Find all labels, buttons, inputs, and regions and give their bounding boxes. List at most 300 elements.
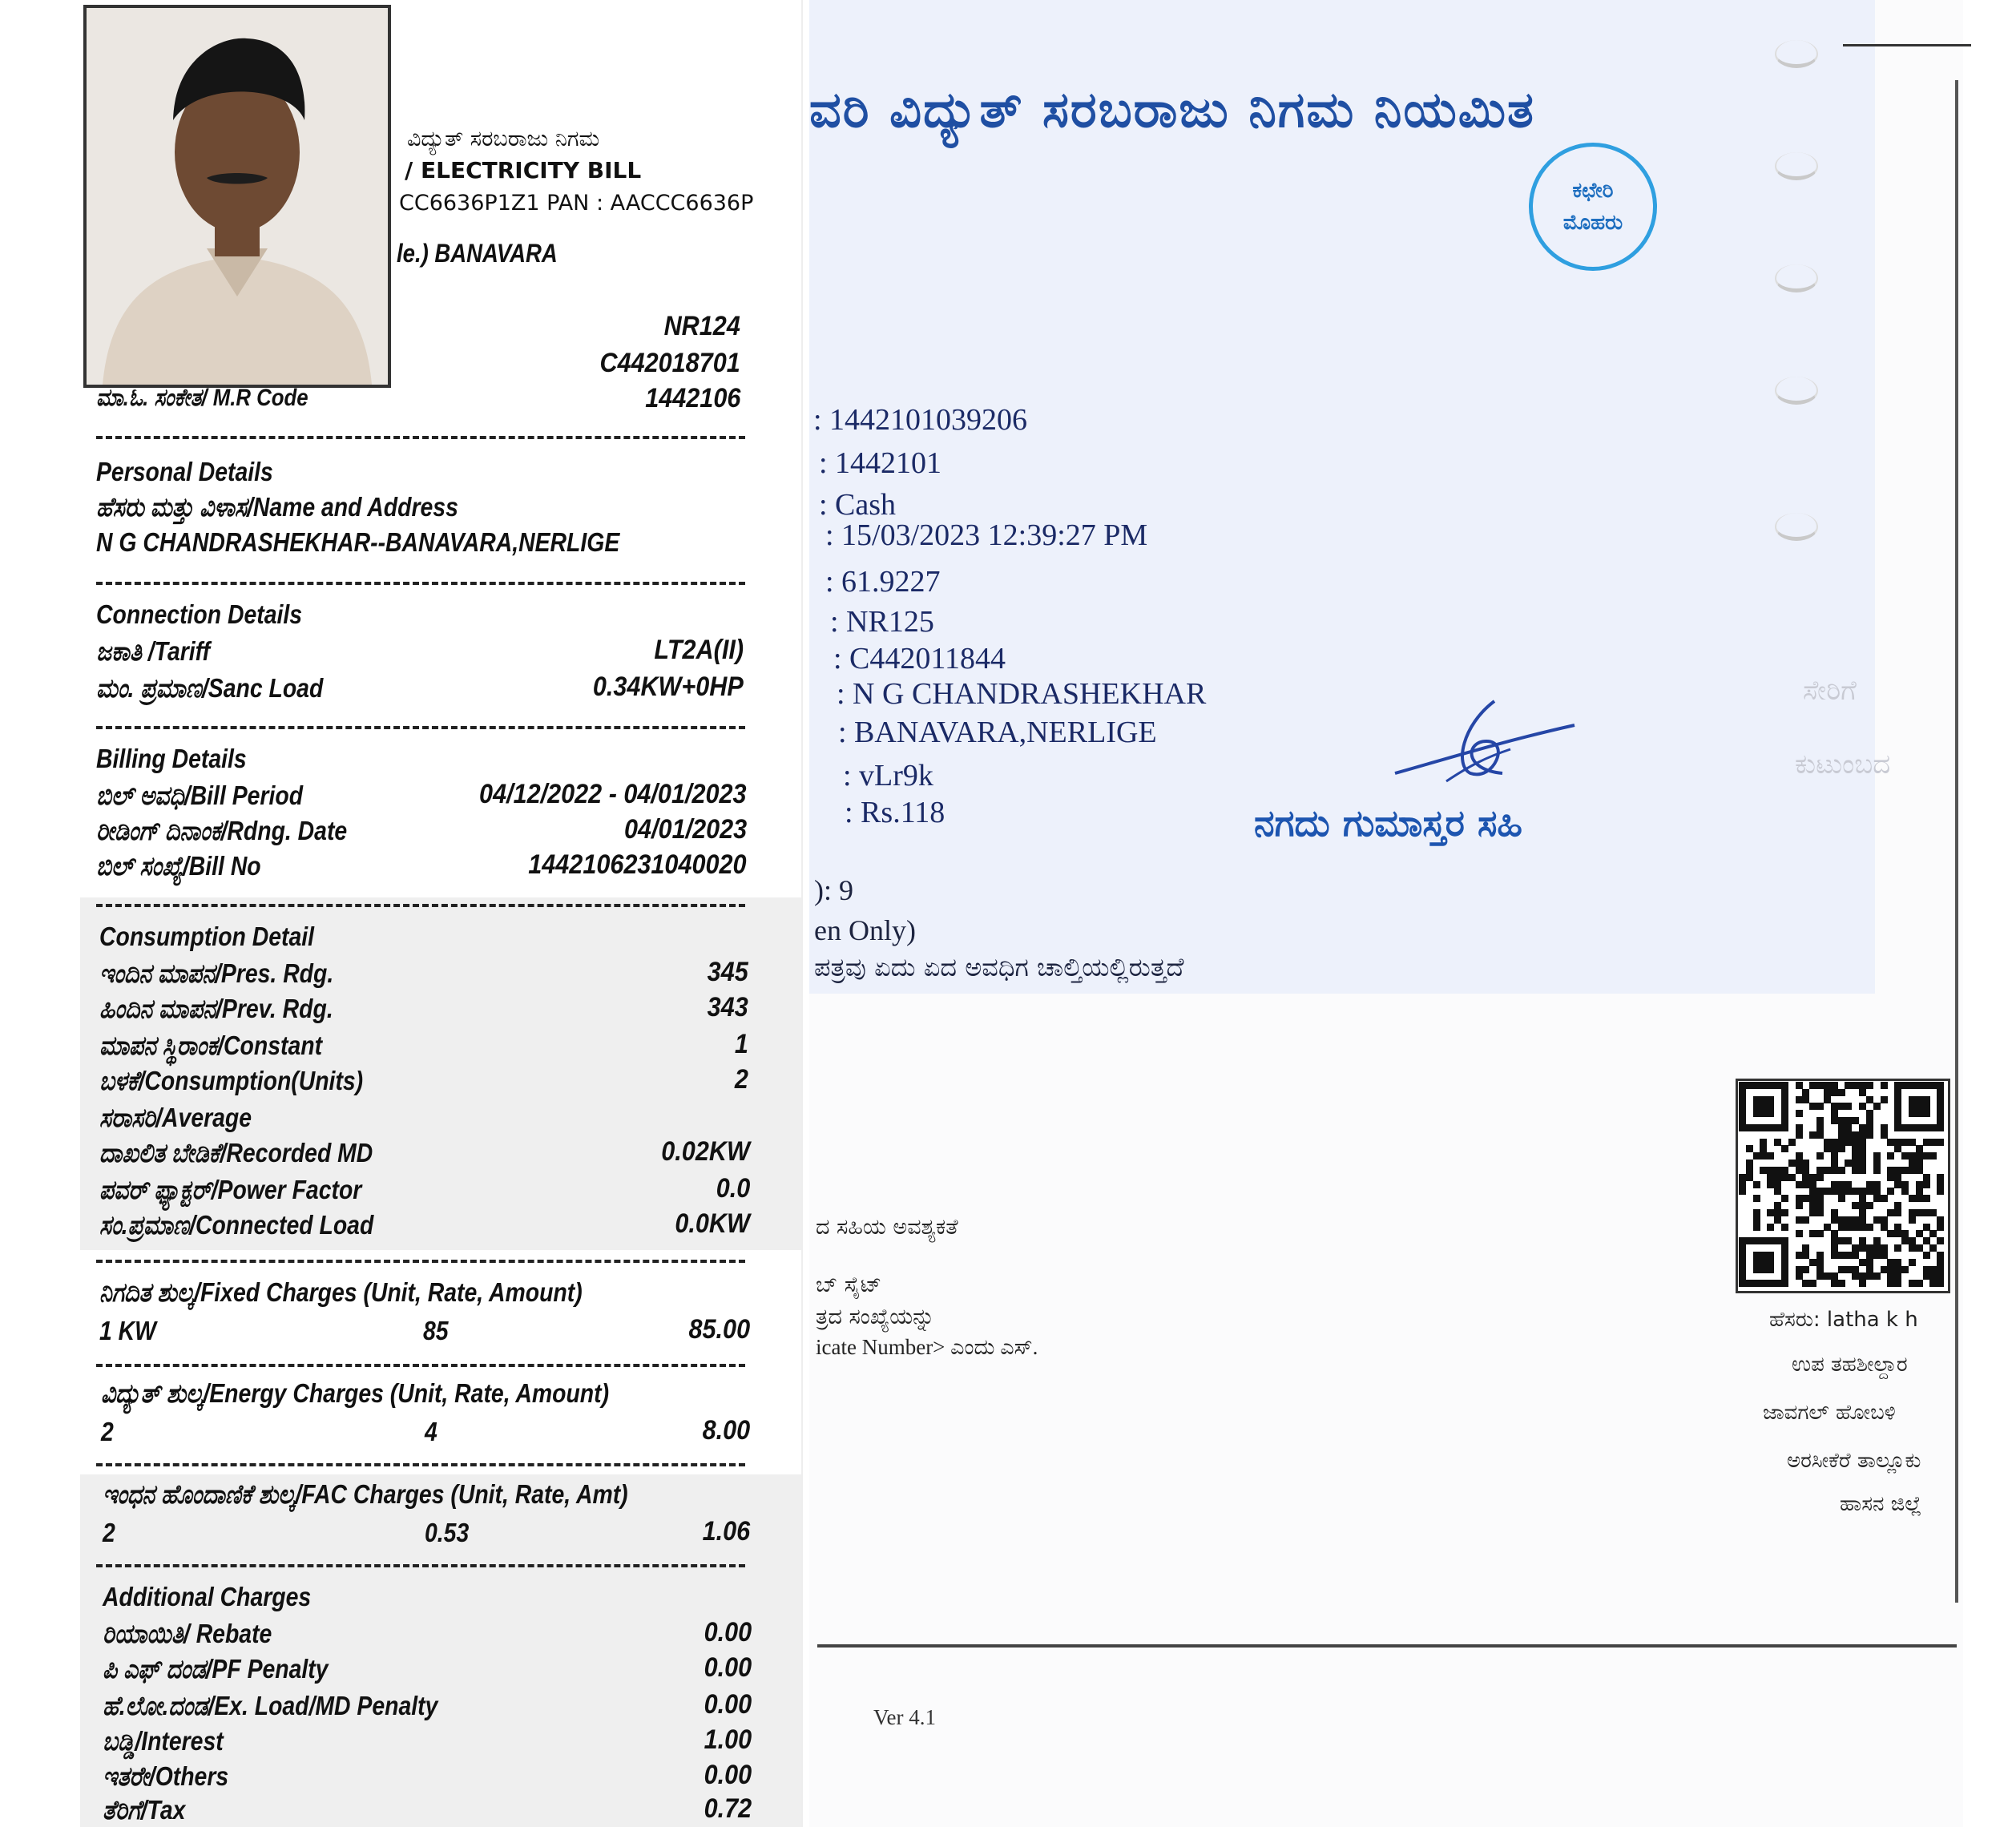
receipt-line: : Cash [819, 488, 897, 522]
qr-module [1781, 1280, 1788, 1287]
qr-module [1753, 1252, 1760, 1259]
qr-module [1852, 1272, 1859, 1280]
label: ಹೆ.ಲೋ.ದಂಡ/Ex. Load/MD Penalty [103, 1691, 438, 1720]
qr-module [1767, 1252, 1774, 1259]
qr-module [1753, 1216, 1760, 1224]
qr-module [1923, 1266, 1930, 1273]
qr-module [1852, 1139, 1859, 1146]
qr-module [1916, 1181, 1923, 1188]
qr-module [1859, 1237, 1866, 1244]
qr-module [1916, 1110, 1923, 1117]
qr-module [1873, 1167, 1881, 1174]
qr-module [1923, 1139, 1930, 1146]
qr-module [1753, 1237, 1760, 1244]
qr-module [1881, 1082, 1888, 1089]
section-title: Connection Details [96, 599, 303, 629]
qr-module [1746, 1237, 1753, 1244]
qr-module [1760, 1152, 1767, 1160]
qr-module [1916, 1124, 1923, 1131]
qr-module [1816, 1131, 1824, 1139]
qr-module [1873, 1216, 1881, 1224]
qr-module [1866, 1272, 1873, 1280]
qr-module [1767, 1266, 1774, 1273]
qr-module [1816, 1152, 1824, 1160]
qr-module [1739, 1096, 1746, 1103]
qr-module [1809, 1280, 1816, 1287]
qr-module [1859, 1244, 1866, 1252]
qr-module [1802, 1096, 1809, 1103]
qr-module [1753, 1103, 1760, 1110]
qr-module [1852, 1224, 1859, 1231]
qr-module [1838, 1224, 1845, 1231]
qr-module [1881, 1131, 1888, 1139]
qr-module [1767, 1124, 1774, 1131]
qr-module [1901, 1124, 1909, 1131]
qr-module [1859, 1082, 1866, 1089]
qr-module [1859, 1216, 1866, 1224]
sheet-border [1843, 44, 1971, 46]
qr-module [1929, 1152, 1937, 1160]
qr-module [1816, 1259, 1824, 1266]
qr-module [1909, 1237, 1916, 1244]
qr-module [1774, 1124, 1781, 1131]
qr-module [1838, 1131, 1845, 1139]
qr-module [1781, 1237, 1788, 1244]
qr-module [1916, 1096, 1923, 1103]
qr-module [1831, 1230, 1838, 1237]
qr-module [1881, 1124, 1888, 1131]
qr-module [1816, 1230, 1824, 1237]
qr-module [1753, 1195, 1760, 1202]
punch-hole [1775, 513, 1818, 541]
qr-module [1937, 1237, 1944, 1244]
qr-module [1831, 1188, 1838, 1195]
qr-module [1838, 1167, 1845, 1174]
qr-module [1809, 1202, 1816, 1209]
qr-module [1774, 1139, 1781, 1146]
bill-number-value: 1442106231040020 [528, 849, 747, 880]
qr-module [1873, 1272, 1881, 1280]
qr-module [1802, 1167, 1809, 1174]
qr-module [1929, 1082, 1937, 1089]
qr-module [1838, 1145, 1845, 1152]
qr-module [1796, 1202, 1803, 1209]
qr-module [1923, 1195, 1930, 1202]
qr-module [1923, 1110, 1930, 1117]
qr-module [1881, 1224, 1888, 1231]
officer-designation: ಉಪ ತಹಶೀಲ್ದಾರ [1792, 1353, 1908, 1377]
label: ಬಡ್ಡಿ/Interest [103, 1726, 224, 1756]
qr-module [1824, 1272, 1831, 1280]
qr-module [1852, 1167, 1859, 1174]
qr-module [1739, 1181, 1746, 1188]
present-reading-value: 345 [707, 957, 748, 987]
qr-module [1774, 1237, 1781, 1244]
qr-module [1859, 1103, 1866, 1110]
qr-module [1859, 1209, 1866, 1216]
qr-module [1739, 1188, 1746, 1195]
qr-module [1831, 1082, 1838, 1089]
qr-module [1937, 1082, 1944, 1089]
qr-module [1816, 1117, 1824, 1124]
qr-module [1937, 1139, 1944, 1146]
label: ಹೆಸರು ಮತ್ತು ವಿಳಾಸ/Name and Address [96, 492, 458, 522]
qr-module [1894, 1209, 1901, 1216]
receipt-text: ): 9 [814, 874, 853, 906]
qr-module [1831, 1272, 1838, 1280]
version-label: Ver 4.1 [873, 1705, 936, 1729]
qr-module [1866, 1117, 1873, 1124]
qr-module [1894, 1280, 1901, 1287]
qr-module [1816, 1272, 1824, 1280]
qr-module [1767, 1209, 1774, 1216]
qr-module [1873, 1237, 1881, 1244]
qr-module [1929, 1244, 1937, 1252]
qr-module [1831, 1117, 1838, 1124]
qr-module [1845, 1237, 1852, 1244]
qr-module [1838, 1216, 1845, 1224]
qr-module [1739, 1174, 1746, 1181]
qr-module [1831, 1181, 1838, 1188]
qr-module [1852, 1160, 1859, 1167]
receipt-line: : 1442101 [819, 446, 942, 480]
qr-module [1923, 1224, 1930, 1231]
section-title: Additional Charges [103, 1582, 312, 1611]
qr-module [1852, 1131, 1859, 1139]
qr-module [1845, 1117, 1852, 1124]
qr-module [1838, 1117, 1845, 1124]
qr-module [1859, 1089, 1866, 1096]
qr-module [1859, 1188, 1866, 1195]
qr-module [1909, 1124, 1916, 1131]
qr-module [1753, 1266, 1760, 1273]
qr-module [1809, 1181, 1816, 1188]
qr-module [1852, 1266, 1859, 1273]
qr-module [1781, 1266, 1788, 1273]
qr-module [1824, 1096, 1831, 1103]
section-title: ಇಂಧನ ಹೊಂದಾಣಿಕೆ ಶುಲ್ಕ/FAC Charges (Unit, Rate, Amt) [103, 1479, 628, 1509]
qr-module [1859, 1139, 1866, 1146]
qr-module [1831, 1145, 1838, 1152]
others-value: 0.00 [704, 1760, 752, 1790]
qr-module [1739, 1280, 1746, 1287]
energy-amount: 8.00 [702, 1415, 750, 1446]
qr-module [1923, 1082, 1930, 1089]
qr-module [1739, 1244, 1746, 1252]
qr-module [1887, 1188, 1894, 1195]
qr-module [1760, 1110, 1767, 1117]
qr-module [1894, 1117, 1901, 1124]
qr-module [1887, 1266, 1894, 1273]
bill-header: / ELECTRICITY BILL [405, 157, 642, 184]
qr-module [1845, 1252, 1852, 1259]
qr-module [1859, 1167, 1866, 1174]
receipt-line: : vLr9k [843, 759, 933, 793]
qr-module [1909, 1139, 1916, 1146]
qr-module [1838, 1089, 1845, 1096]
qr-module [1796, 1082, 1803, 1089]
label: ಪಿ ಎಫ್ ದಂಡ/PF Penalty [103, 1654, 329, 1684]
qr-module [1774, 1209, 1781, 1216]
qr-module [1838, 1280, 1845, 1287]
qr-module [1866, 1181, 1873, 1188]
fac-unit: 2 [103, 1518, 115, 1547]
label: ಸಂ.ಪ್ರಮಾಣ/Connected Load [99, 1210, 374, 1240]
qr-module [1894, 1167, 1901, 1174]
energy-rate: 4 [425, 1417, 437, 1446]
qr-module [1796, 1230, 1803, 1237]
qr-module [1937, 1181, 1944, 1188]
qr-module [1796, 1167, 1803, 1174]
qr-module [1909, 1216, 1916, 1224]
seal-text: ಕಛೇರಿ [1572, 179, 1614, 203]
qr-module [1831, 1110, 1838, 1117]
sanction-load-value: 0.34KW+0HP [593, 672, 744, 702]
qr-module [1767, 1259, 1774, 1266]
qr-module [1796, 1096, 1803, 1103]
qr-module [1824, 1145, 1831, 1152]
receipt-text: en Only) [814, 914, 916, 946]
qr-module [1753, 1096, 1760, 1103]
qr-module [1852, 1244, 1859, 1252]
qr-module [1866, 1259, 1873, 1266]
qr-module [1809, 1103, 1816, 1110]
qr-module [1781, 1145, 1788, 1152]
qr-module [1781, 1174, 1788, 1181]
qr-module [1753, 1280, 1760, 1287]
qr-module [1767, 1096, 1774, 1103]
qr-module [1901, 1082, 1909, 1089]
qr-module [1796, 1266, 1803, 1273]
qr-module [1760, 1167, 1767, 1174]
qr-module [1929, 1280, 1937, 1287]
qr-module [1788, 1139, 1796, 1146]
qr-module [1894, 1202, 1901, 1209]
qr-module [1916, 1082, 1923, 1089]
md-penalty-value: 0.00 [704, 1689, 752, 1720]
qr-module [1887, 1152, 1894, 1160]
qr-module [1859, 1152, 1866, 1160]
qr-module [1796, 1152, 1803, 1160]
qr-module [1901, 1167, 1909, 1174]
certificate-text: icate Number> ಎಂದು ಎಸ್. [816, 1335, 1038, 1359]
qr-module [1774, 1082, 1781, 1089]
qr-module [1816, 1167, 1824, 1174]
punch-hole [1775, 152, 1818, 180]
section-title: Personal Details [96, 457, 273, 486]
qr-module [1887, 1209, 1894, 1216]
qr-module [1781, 1209, 1788, 1216]
qr-module [1774, 1174, 1781, 1181]
qr-module [1894, 1224, 1901, 1231]
qr-module [1901, 1230, 1909, 1237]
qr-module [1901, 1237, 1909, 1244]
qr-module [1894, 1181, 1901, 1188]
qr-module [1831, 1244, 1838, 1252]
qr-module [1767, 1181, 1774, 1188]
qr-module [1838, 1237, 1845, 1244]
qr-module [1866, 1266, 1873, 1273]
receipt-company-title: ವರಿ ವಿದ್ಯುತ್ ಸರಬರಾಜು ನಿಗಮ ನಿಯಮಿತ [809, 80, 1535, 139]
qr-module [1816, 1195, 1824, 1202]
qr-module [1816, 1188, 1824, 1195]
qr-module [1887, 1280, 1894, 1287]
qr-module [1802, 1266, 1809, 1273]
qr-module [1831, 1252, 1838, 1259]
consumer-photo [83, 5, 391, 388]
qr-module [1816, 1209, 1824, 1216]
connected-load-value: 0.0KW [675, 1208, 750, 1239]
qr-module [1809, 1259, 1816, 1266]
qr-module [1796, 1252, 1803, 1259]
officer-name: ಹೆಸರು: latha k h [1769, 1308, 1918, 1332]
officer-place: ಹಾಸನ ಜಿಲ್ಲೆ [1840, 1492, 1922, 1516]
qr-module [1866, 1096, 1873, 1103]
fixed-rate: 85 [423, 1316, 449, 1345]
qr-module [1909, 1152, 1916, 1160]
gst-pan: CC6636P1Z1 PAN : AACCC6636P [399, 191, 754, 216]
receipt-line: : 1442101039206 [813, 403, 1028, 437]
qr-module [1923, 1272, 1930, 1280]
qr-module [1739, 1266, 1746, 1273]
person-photo-icon [87, 8, 388, 385]
qr-module [1760, 1145, 1767, 1152]
qr-module [1739, 1117, 1746, 1124]
qr-module [1873, 1252, 1881, 1259]
qr-module [1894, 1244, 1901, 1252]
qr-module [1873, 1160, 1881, 1167]
qr-module [1887, 1259, 1894, 1266]
qr-module [1838, 1252, 1845, 1259]
qr-module [1866, 1224, 1873, 1231]
qr-module [1901, 1266, 1909, 1273]
qr-module [1746, 1280, 1753, 1287]
qr-module [1746, 1174, 1753, 1181]
qr-module [1937, 1252, 1944, 1259]
label: ರೀಡಿಂಗ್ ದಿನಾಂಕ/Rdng. Date [96, 816, 348, 845]
label: ತೆರಿಗೆ/Tax [103, 1795, 186, 1825]
interest-value: 1.00 [704, 1724, 752, 1755]
qr-module [1760, 1266, 1767, 1273]
qr-module [1781, 1096, 1788, 1103]
qr-module [1916, 1167, 1923, 1174]
qr-module [1887, 1174, 1894, 1181]
qr-module [1881, 1266, 1888, 1273]
qr-module [1760, 1082, 1767, 1089]
qr-module [1937, 1272, 1944, 1280]
reading-date-value: 04/01/2023 [623, 814, 747, 845]
qr-module [1802, 1252, 1809, 1259]
qr-module [1788, 1160, 1796, 1167]
qr-module [1774, 1280, 1781, 1287]
cashier-signature [1390, 693, 1583, 797]
qr-module [1802, 1195, 1809, 1202]
qr-module [1937, 1266, 1944, 1273]
qr-module [1937, 1216, 1944, 1224]
qr-module [1774, 1188, 1781, 1195]
qr-module [1760, 1096, 1767, 1103]
qr-module [1923, 1181, 1930, 1188]
qr-module [1838, 1266, 1845, 1273]
qr-module [1901, 1181, 1909, 1188]
qr-module [1824, 1082, 1831, 1089]
qr-module [1831, 1160, 1838, 1167]
qr-module [1746, 1124, 1753, 1131]
qr-module [1859, 1202, 1866, 1209]
qr-module [1923, 1209, 1930, 1216]
qr-module [1816, 1266, 1824, 1273]
qr-module [1739, 1103, 1746, 1110]
qr-module [1831, 1103, 1838, 1110]
qr-module [1796, 1131, 1803, 1139]
qr-module [1937, 1089, 1944, 1096]
qr-module [1937, 1124, 1944, 1131]
qr-module [1760, 1124, 1767, 1131]
qr-module [1873, 1195, 1881, 1202]
receipt-line: : C442011844 [833, 642, 1006, 676]
qr-module [1894, 1266, 1901, 1273]
previous-reading-value: 343 [707, 992, 748, 1022]
qr-module [1739, 1252, 1746, 1259]
qr-module [1859, 1145, 1866, 1152]
qr-module [1887, 1167, 1894, 1174]
qr-module [1809, 1230, 1816, 1237]
label: ಜಕಾತಿ /Tariff [96, 636, 211, 666]
qr-module [1866, 1252, 1873, 1259]
qr-module [1887, 1230, 1894, 1237]
qr-module [1802, 1089, 1809, 1096]
qr-module [1937, 1096, 1944, 1103]
qr-module [1816, 1103, 1824, 1110]
qr-module [1845, 1082, 1852, 1089]
qr-module [1845, 1224, 1852, 1231]
receipt-line: : NR125 [830, 605, 934, 639]
label: ಬಿಲ್ ಅವಧಿ/Bill Period [96, 780, 304, 810]
qr-module [1739, 1124, 1746, 1131]
qr-module [1887, 1272, 1894, 1280]
qr-module [1909, 1280, 1916, 1287]
divider [96, 1260, 745, 1263]
qr-module [1852, 1188, 1859, 1195]
qr-module [1873, 1103, 1881, 1110]
label: ಮಾ.ಓ. ಸಂಕೇತ/ M.R Code [96, 385, 308, 411]
qr-module [1831, 1280, 1838, 1287]
qr-module [1873, 1181, 1881, 1188]
account-id: C442018701 [599, 348, 740, 378]
qr-module [1859, 1195, 1866, 1202]
qr-module [1767, 1224, 1774, 1231]
qr-module [1802, 1280, 1809, 1287]
punch-hole [1775, 264, 1818, 292]
qr-module [1802, 1174, 1809, 1181]
qr-module [1894, 1139, 1901, 1146]
qr-module [1859, 1272, 1866, 1280]
qr-module [1859, 1259, 1866, 1266]
label: ಇಂದಿನ ಮಾಪನ/Pres. Rdg. [99, 958, 334, 988]
qr-module [1781, 1224, 1788, 1231]
divider [96, 726, 745, 729]
qr-module [1739, 1082, 1746, 1089]
qr-module [1809, 1131, 1816, 1139]
qr-module [1796, 1195, 1803, 1202]
qr-module [1909, 1110, 1916, 1117]
qr-module [1887, 1139, 1894, 1146]
qr-module [1838, 1124, 1845, 1131]
qr-module [1816, 1082, 1824, 1089]
qr-module [1760, 1139, 1767, 1146]
qr-module [1929, 1209, 1937, 1216]
qr-module [1873, 1244, 1881, 1252]
